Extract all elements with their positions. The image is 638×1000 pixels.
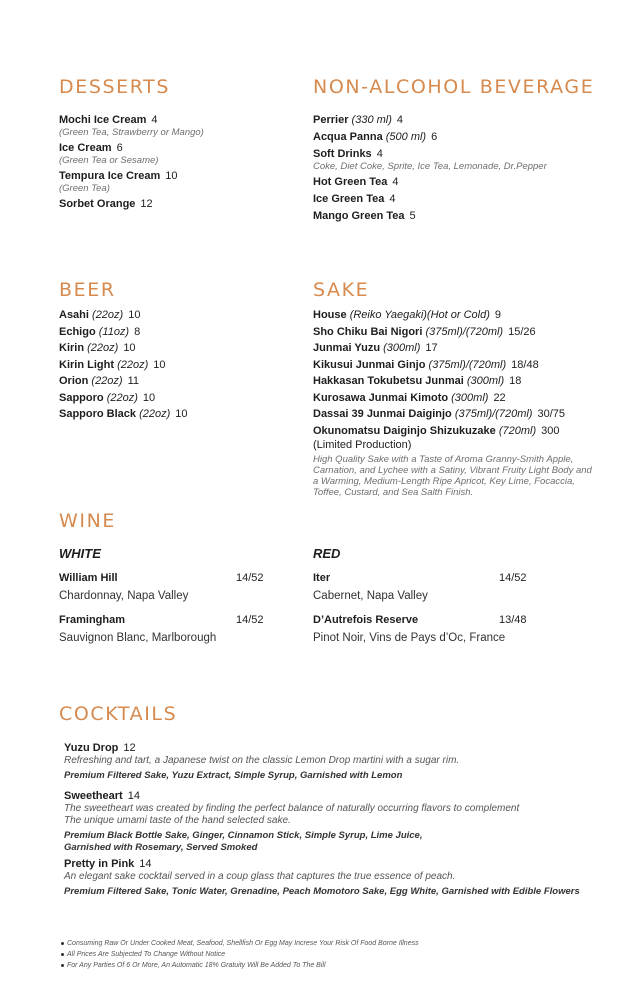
item-size: (300ml) (383, 342, 421, 354)
item-name: Kirin (59, 342, 85, 354)
wine-name: D’Autrefois Reserve (313, 614, 419, 626)
item-size: (22oz) (91, 375, 123, 387)
item-price: 4 (396, 114, 404, 126)
list-item (59, 308, 289, 322)
footer-notes (61, 938, 419, 971)
item-size: (22oz) (117, 358, 149, 371)
cocktail-desc: The unique umami taste of the hand selected sake. (64, 815, 291, 826)
wine-heading: WINE (59, 510, 117, 532)
cocktail-title (64, 789, 624, 803)
wine-name: Framingham (59, 614, 126, 626)
list-item (313, 130, 613, 144)
item-price: 11 (127, 375, 140, 387)
list-item (59, 407, 289, 421)
item-price: 30/75 (537, 408, 566, 420)
cocktail-price: 12 (123, 742, 136, 754)
item-price: 9 (494, 309, 502, 321)
item-size: (375ml)/(720ml) (425, 325, 504, 338)
item-size: (375ml)/(720ml) (454, 408, 533, 420)
item-desc: (Green Tea or Sesame) (59, 155, 159, 166)
wine-name: William Hill (59, 572, 118, 584)
beer-heading: BEER (59, 279, 116, 301)
wine-item (313, 572, 573, 602)
cocktail-ingredients: Garnished with Rosemary, Served Smoked (64, 842, 258, 853)
item-name: Orion (59, 375, 89, 387)
list-item (313, 358, 603, 372)
cocktail-desc: The sweetheart was created by finding the perfect balance of naturally occurring flavors to complement (64, 803, 520, 814)
wine-item (313, 614, 573, 644)
bullet-icon (61, 953, 64, 956)
item-size: (22oz) (106, 391, 138, 404)
footer-note: Consuming Raw Or Under Cooked Meat, Seafood, Shellfish Or Egg May Increse Your Risk Of Food Borne Illness (61, 938, 419, 949)
item-price: 4 (389, 193, 396, 205)
list-item (59, 325, 289, 339)
desserts-list (59, 113, 289, 211)
list-item (313, 407, 603, 421)
item-desc: (Green Tea) (59, 183, 110, 194)
cocktail-name: Sweetheart (64, 790, 123, 802)
item-name: Okunomatsu Daiginjo Shizukuzake (313, 424, 496, 437)
item-name: Asahi (59, 309, 89, 321)
list-item (59, 113, 289, 127)
item-price: 5 (409, 210, 416, 222)
item-desc: Coke, Diet Coke, Sprite, Ice Tea, Lemonade, Dr.Pepper (313, 161, 547, 172)
item-name: Junmai Yuzu (313, 342, 381, 354)
item-size: (500 ml) (385, 131, 427, 143)
item-name: Echigo (59, 325, 96, 338)
item-size: (11oz) (98, 325, 130, 338)
list-item (313, 424, 603, 438)
list-item (313, 374, 603, 388)
list-item (59, 141, 289, 155)
item-price: 12 (140, 198, 153, 210)
cocktail-ingredients: Premium Filtered Sake, Tonic Water, Grenadine, Peach Momotoro Sake, Egg White, Garnished with Edible Flowers (64, 886, 580, 897)
cocktail-price: 14 (127, 790, 140, 802)
item-name: Soft Drinks (313, 148, 372, 160)
wine-item (59, 614, 269, 644)
item-price: 17 (425, 342, 438, 354)
sake-list (313, 308, 603, 498)
cocktail-title (64, 741, 624, 755)
list-item (59, 197, 289, 211)
limited-production-label: (Limited Production) (313, 438, 412, 451)
item-name: Sapporo Black (59, 408, 137, 420)
item-price: 10 (165, 170, 178, 182)
item-price: 15/26 (508, 325, 536, 338)
item-price: 6 (116, 142, 123, 154)
desserts-heading: DESSERTS (59, 76, 171, 98)
wine-white-label: WHITE (59, 546, 101, 561)
item-price: 4 (376, 148, 383, 160)
item-price: 6 (431, 131, 438, 143)
wine-price: 14/52 (236, 614, 264, 626)
footer-note: For Any Parties Of 6 Or More, An Automatic 18% Gratuity Will Be Added To The Bill (61, 960, 419, 971)
list-item (313, 391, 603, 405)
cocktail-ingredients: Premium Black Bottle Sake, Ginger, Cinnamon Stick, Simple Syrup, Lime Juice, (64, 830, 423, 841)
sake-tasting-note: High Quality Sake with a Taste of Aroma Granny-Smith Apple, Carnation, and Lychee with a Satiny, Vibrant Fruity Light Body and a Warming, Medium-Length Ripe Apricot, Key Lime, Focaccia, Toffee, Custard, and Sea Salth Finish. (313, 453, 592, 498)
item-name: Hakkasan Tokubetsu Junmai (313, 375, 464, 387)
list-item (59, 391, 289, 405)
beverage-list (313, 113, 613, 223)
item-price: 4 (151, 114, 158, 126)
list-item (313, 175, 613, 189)
cocktail-title (64, 857, 634, 871)
item-size: (300ml) (466, 375, 505, 387)
item-name: Acqua Panna (313, 131, 383, 143)
list-item (313, 147, 613, 161)
cocktail-item (64, 741, 624, 782)
item-name: Mochi Ice Cream (59, 114, 147, 126)
item-size: (22oz) (87, 342, 119, 354)
item-price: 22 (493, 391, 506, 404)
wine-desc: Pinot Noir, Vins de Pays d’Oc, France (313, 632, 506, 644)
item-price: 10 (175, 408, 188, 420)
list-item (59, 374, 289, 388)
wine-desc: Chardonnay, Napa Valley (59, 590, 189, 602)
cocktails-heading: COCKTAILS (59, 703, 178, 725)
beer-list (59, 308, 289, 421)
item-name: Sorbet Orange (59, 198, 136, 210)
wine-price: 14/52 (499, 572, 527, 584)
item-price: 10 (128, 309, 141, 321)
cocktail-item (64, 789, 624, 854)
wine-desc: Sauvignon Blanc, Marlborough (59, 632, 217, 644)
item-price: 10 (123, 342, 136, 354)
item-price: 8 (134, 325, 141, 338)
cocktail-desc: Refreshing and tart, a Japanese twist on the classic Lemon Drop martini with a sugar rim. (64, 755, 460, 766)
item-name: Ice Green Tea (313, 193, 385, 205)
item-size: (Reiko Yaegaki)(Hot or Cold) (349, 309, 490, 321)
item-name: Dassai 39 Junmai Daiginjo (313, 408, 452, 420)
item-name: Hot Green Tea (313, 176, 388, 188)
cocktail-ingredients: Premium Filtered Sake, Yuzu Extract, Simple Syrup, Garnished with Lemon (64, 770, 403, 781)
cocktail-desc: An elegant sake cocktail served in a coup glass that captures the true essence of peach. (64, 871, 456, 882)
cocktail-name: Pretty in Pink (64, 858, 135, 870)
item-name: Kirin Light (59, 358, 114, 371)
item-desc: (Green Tea, Strawberry or Mango) (59, 127, 204, 138)
item-name: Perrier (313, 114, 349, 126)
list-item (59, 358, 289, 372)
item-price: 18/48 (511, 358, 539, 371)
item-price: 10 (153, 358, 166, 371)
item-size: (720ml) (498, 424, 537, 437)
item-size: (22oz) (139, 408, 171, 420)
bullet-icon (61, 942, 64, 945)
item-name: Ice Cream (59, 142, 112, 154)
item-size: (330 ml) (351, 114, 392, 126)
item-name: Tempura Ice Cream (59, 170, 161, 182)
item-name: Mango Green Tea (313, 210, 405, 222)
wine-red-label: RED (313, 546, 341, 561)
item-size: (375ml)/(720ml) (428, 358, 507, 371)
list-item (313, 192, 613, 206)
item-price: 300 (541, 424, 560, 437)
list-item (313, 341, 603, 355)
footer-note: All Prices Are Subjected To Change Without Notice (61, 949, 419, 960)
wine-price: 13/48 (499, 614, 527, 626)
list-item (313, 209, 613, 223)
wine-item (59, 572, 269, 602)
item-name: Kikusui Junmai Ginjo (313, 358, 426, 371)
item-size: (22oz) (92, 309, 124, 321)
cocktail-name: Yuzu Drop (64, 742, 119, 754)
item-price: 10 (142, 391, 156, 404)
bullet-icon (61, 964, 64, 967)
item-name: House (313, 309, 347, 321)
list-item (313, 308, 603, 322)
wine-price: 14/52 (236, 572, 264, 584)
item-name: Kurosawa Junmai Kimoto (313, 391, 449, 404)
list-item (313, 113, 613, 127)
sake-heading: SAKE (313, 279, 370, 301)
cocktail-price: 14 (139, 858, 152, 870)
beverage-heading: NON-ALCOHOL BEVERAGE (313, 76, 595, 98)
item-name: Sapporo (59, 391, 104, 404)
list-item (59, 169, 289, 183)
item-size: (300ml) (451, 391, 489, 404)
wine-name: Iter (313, 572, 331, 584)
cocktail-item (64, 857, 634, 898)
item-price: 4 (392, 176, 399, 188)
item-price: 18 (509, 375, 522, 387)
list-item (59, 341, 289, 355)
item-name: Sho Chiku Bai Nigori (313, 325, 423, 338)
wine-desc: Cabernet, Napa Valley (313, 590, 428, 602)
list-item (313, 325, 603, 339)
